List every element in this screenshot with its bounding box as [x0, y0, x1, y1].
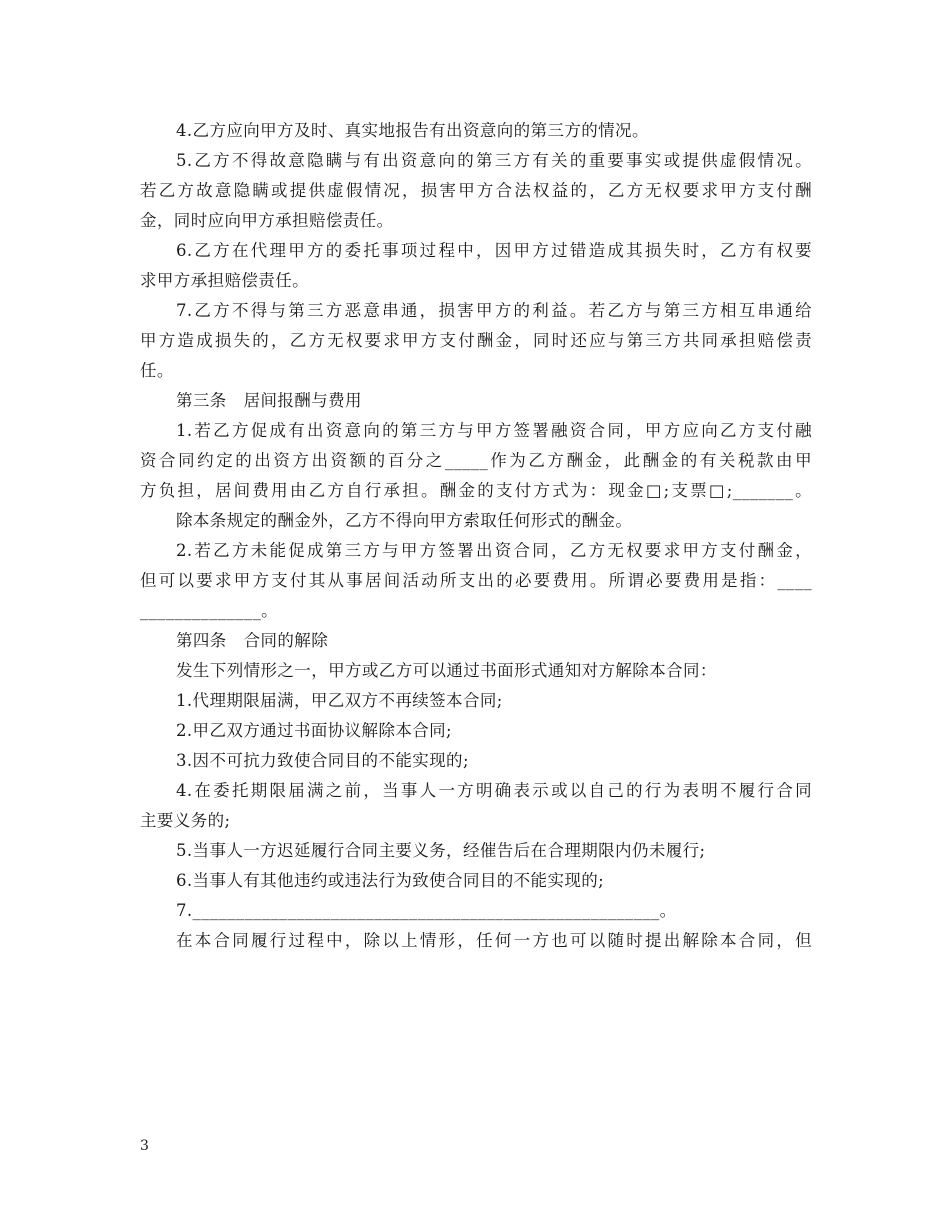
- text-line: 方负担，居间费用由乙方自行承担。酬金的支付方式为：现金□;支票□;_______。: [140, 481, 812, 500]
- text-line: 4.乙方应向甲方及时、真实地报告有出资意向的第三方的情况。: [176, 121, 649, 140]
- text-line: 发生下列情形之一，甲方或乙方可以通过书面形式通知对方解除本合同：: [176, 661, 717, 680]
- document-body: [140, 116, 812, 956]
- text-line: 第四条 合同的解除: [176, 631, 329, 650]
- text-line: 7.______________________________________________________。: [176, 901, 677, 920]
- text-line: 求甲方承担赔偿责任。: [140, 271, 309, 290]
- text-line: 第三条 居间报酬与费用: [176, 391, 362, 410]
- text-line: 任。: [140, 361, 174, 380]
- text-line: 金，同时应向甲方承担赔偿责任。: [140, 211, 394, 230]
- text-line: 资合同约定的出资方出资额的百分之_____作为乙方酬金，此酬金的有关税款由甲: [140, 451, 812, 470]
- text-line: 但可以要求甲方支付其从事居间活动所支出的必要费用。所谓必要费用是指：____: [140, 571, 812, 590]
- text-line: 3.因不可抗力致使合同目的不能实现的;: [176, 751, 469, 770]
- text-line: 若乙方故意隐瞒或提供虚假情况，损害甲方合法权益的，乙方无权要求甲方支付酬: [140, 181, 812, 200]
- text-line: 除本条规定的酬金外，乙方不得向甲方索取任何形式的酬金。: [176, 511, 633, 530]
- text-line: 主要义务的;: [140, 811, 231, 830]
- text-line: 2.若乙方未能促成第三方与甲方签署出资合同，乙方无权要求甲方支付酬金，: [176, 541, 812, 560]
- text-line: ______________。: [140, 601, 278, 620]
- page-number: 3: [140, 1138, 149, 1154]
- text-line: 5.当事人一方迟延履行合同主要义务，经催告后在合理期限内仍未履行;: [176, 841, 706, 860]
- text-line: 1.若乙方促成有出资意向的第三方与甲方签署融资合同，甲方应向乙方支付融: [176, 421, 812, 440]
- text-line: 甲方造成损失的，乙方无权要求甲方支付酬金，同时还应与第三方共同承担赔偿责: [140, 331, 812, 350]
- text-line: 6.乙方在代理甲方的委托事项过程中，因甲方过错造成其损失时，乙方有权要: [176, 241, 812, 260]
- text-line: 6.当事人有其他违约或违法行为致使合同目的不能实现的;: [176, 871, 605, 890]
- text-line: 7.乙方不得与第三方恶意串通，损害甲方的利益。若乙方与第三方相互串通给: [176, 301, 812, 320]
- text-line: 2.甲乙双方通过书面协议解除本合同;: [176, 721, 453, 740]
- text-line: 5.乙方不得故意隐瞒与有出资意向的第三方有关的重要事实或提供虚假情况。: [176, 151, 812, 170]
- text-line: 4.在委托期限届满之前，当事人一方明确表示或以自己的行为表明不履行合同: [176, 781, 812, 800]
- text-line: 1.代理期限届满，甲乙双方不再续签本合同;: [176, 691, 503, 710]
- text-line: 在本合同履行过程中，除以上情形，任何一方也可以随时提出解除本合同，但: [176, 931, 812, 950]
